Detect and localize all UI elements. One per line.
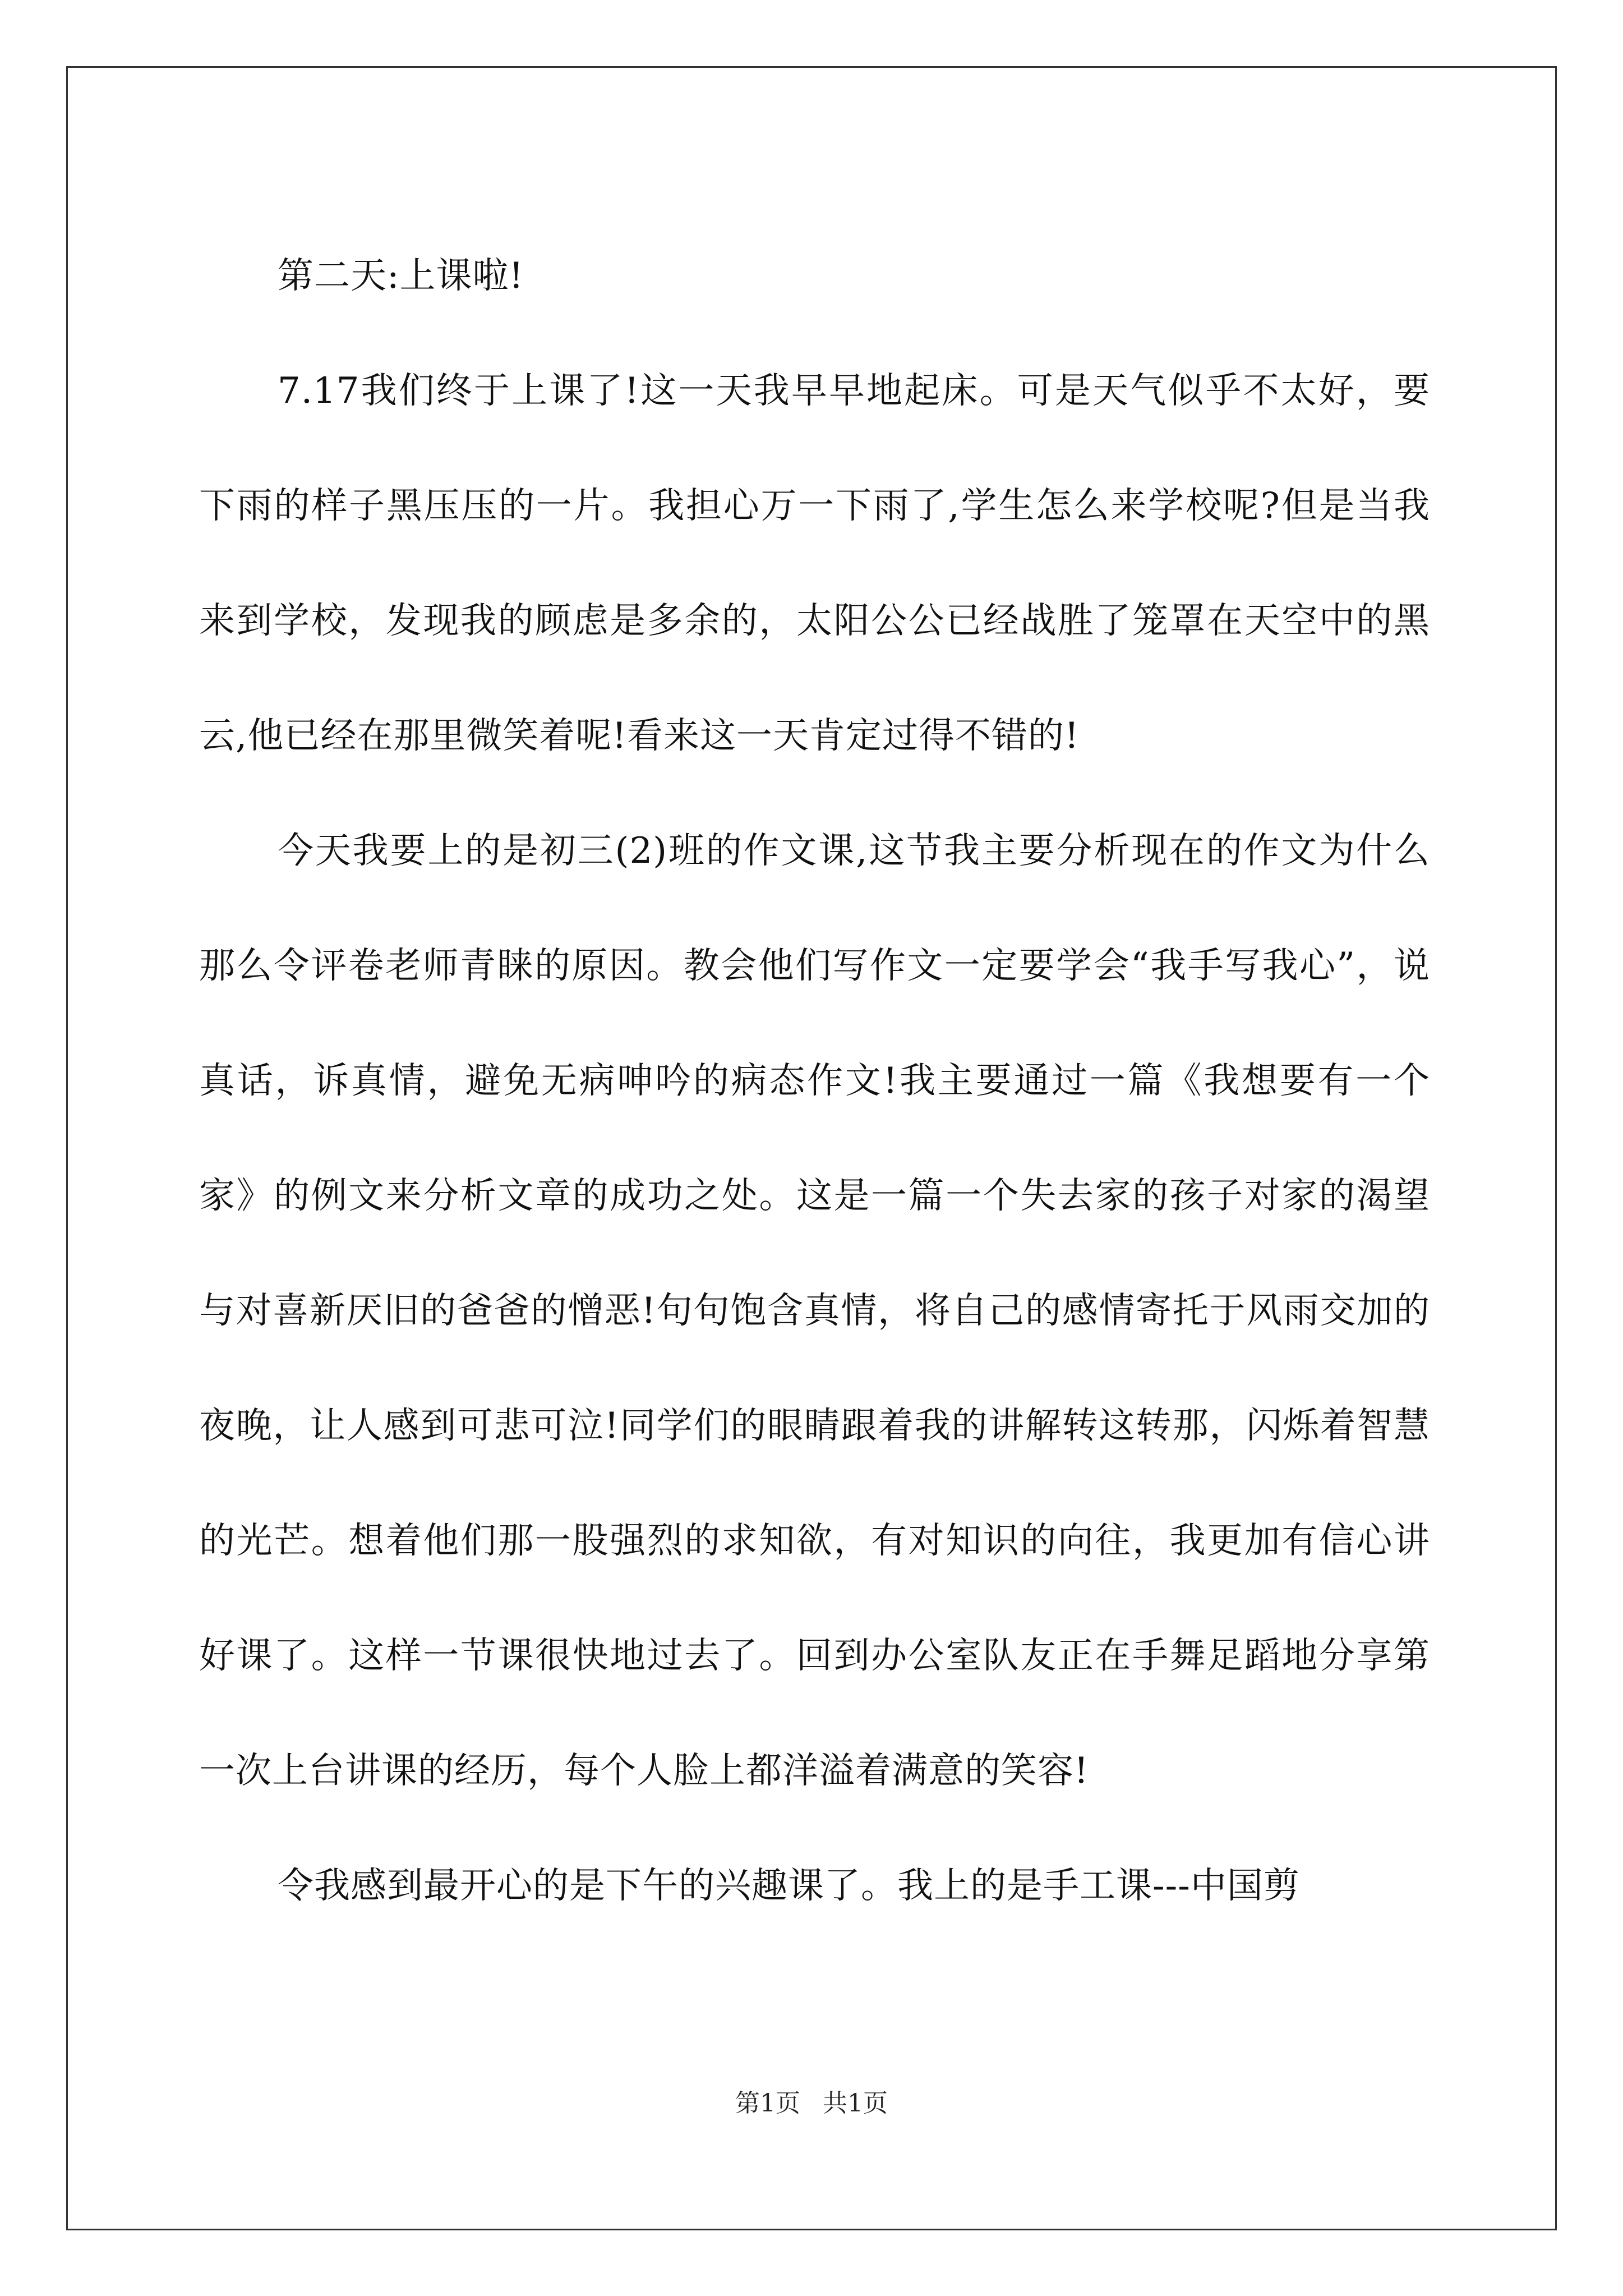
paragraph: 7.17我们终于上课了!这一天我早早地起床。可是天气似乎不太好，要下雨的样子黑压压的一片。我担心万一下雨了,学生怎么来学校呢?但是当我来到学校，发现我的顾虑是多余的，太阳公公已经战胜了笼罩在天空中的黑云,他已经在那里微笑着呢!看来这一天肯定过得不错的! [199, 370, 1430, 757]
page-total: 共1页 [823, 2089, 888, 2118]
paragraph: 今天我要上的是初三(2)班的作文课,这节我主要分析现在的作文为什么那么令评卷老师青睐的原因。教会他们写作文一定要学会“我手写我心”，说真话，诉真情，避免无病呻吟的病态作文!我主要通过一篇《我想要有一个家》的例文来分析文章的成功之处。这是一篇一个失去家的孩子对家的渴望与对喜新厌旧的爸爸的憎恶!句句饱含真情，将自己的感情寄托于风雨交加的夜晚，让人感到可悲可泣!同学们的眼睛跟着我的讲解转这转那，闪烁着智慧的光芒。想着他们那一股强烈的求知欲，有对知识的向往，我更加有信心讲好课了。这样一节课很快地过去了。回到办公室队友正在手舞足蹈地分享第一次上台讲课的经历，每个人脸上都洋溢着满意的笑容! [199, 830, 1430, 1792]
page-number: 第1页 [735, 2089, 800, 2118]
paragraph: 令我感到最开心的是下午的兴趣课了。我上的是手工课---中国剪 [278, 1865, 1300, 1907]
paragraph-title: 第二天:上课啦! [278, 255, 524, 297]
page-footer [0, 2087, 1623, 2120]
document-body [199, 219, 1430, 1944]
